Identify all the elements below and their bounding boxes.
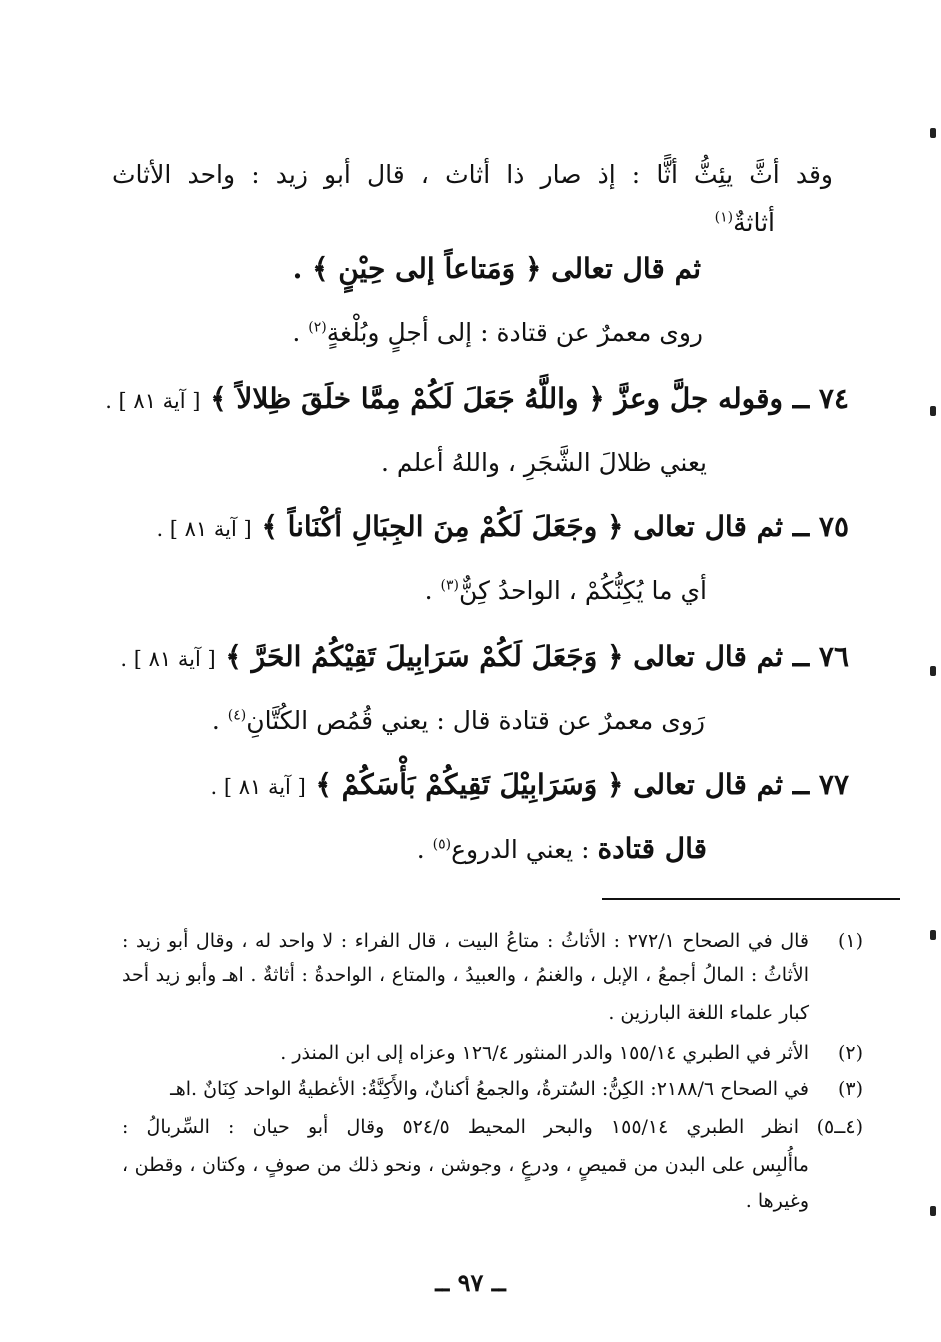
scan-edge-mark (930, 1206, 936, 1216)
footnote-marker-1[interactable]: (١) (714, 209, 734, 226)
footnote-4-line-2: ماأُلبِس على البدن من قميصٍ ، ودرعٍ ، وجوشن ، ونحو ذلك من صوفٍ ، وكتان ، وقطن ، (122, 1154, 809, 1176)
verse-heading-75 (156, 510, 849, 544)
verse-reference: [ آية ٨١ ] . (210, 775, 306, 799)
scan-edge-mark (930, 666, 936, 676)
verse-reference: [ آية ٨١ ] . (105, 389, 201, 413)
quran-verse: وَسَرَابِيْلَ تَقِيكُمْ بَأْسَكُمْ (341, 768, 598, 801)
verse-reference: [ آية ٨١ ] . (120, 647, 216, 671)
heading-intro: ٧٤ ــ وقوله جلَّ وعزَّ ﴿ (588, 382, 849, 415)
footnote-1-number: (١) (837, 930, 863, 952)
footnote-marker-2[interactable]: (٢) (308, 319, 327, 336)
text-line-8 (425, 576, 707, 606)
footnote-separator (602, 898, 900, 900)
scan-edge-mark (930, 930, 936, 940)
text-line-2 (715, 208, 775, 238)
text-line-10 (212, 706, 705, 736)
text-line-1 (112, 160, 833, 190)
line-8-end: . (424, 576, 441, 605)
verse-reference: [ آية ٨١ ] . (156, 517, 252, 541)
footnote-3-line-1: في الصحاح ٢١٨٨/٦: الكِنُّ: السُترةُ، والجمعُ أكنانٌ، والأَكِنَّةُ: الأغطيةُ الواحد كِنَانٌ .اهـ (170, 1078, 809, 1100)
line-10-text: رَوى معمرٌ عن قتادة قال : يعني قُمُص الكُتَّانِ (246, 706, 705, 735)
line-4-end: . (292, 318, 309, 347)
line-2-text: أثاثةٌ (733, 208, 775, 237)
scan-edge-mark (930, 406, 936, 416)
footnote-2-line-1: الأثر في الطبري ١٥٥/١٤ والدر المنثور ١٢٦/٤ وعزاه إلى ابن المنذر . (280, 1042, 809, 1064)
line-6-text: يعني ظلالَ الشَّجَرِ ، واللهُ أعلم . (381, 448, 707, 477)
verse-heading-1 (293, 252, 701, 286)
heading-close: ﴾ . (292, 252, 329, 285)
footnote-marker-3[interactable]: (٣) (440, 577, 459, 594)
line-12-text: : يعني الدروع (451, 835, 598, 864)
footnote-1-line-2: الأثاثُ : المالُ أجمعُ ، الإبل ، والغنمُ ، والعبيدُ ، والمتاع ، الواحدةُ : أثاثةٌ . اهـ وأبو زيد أحد (122, 964, 809, 986)
heading-intro: ثم قال تعالى ﴿ (524, 252, 701, 285)
footnote-marker-4[interactable]: (٤) (227, 707, 247, 724)
verse-heading-74 (105, 382, 849, 416)
heading-close: ﴾ (315, 768, 332, 801)
footnote-4-line-1: انظر الطبري ١٥٥/١٤ والبحر المحيط ٥٢٤/٥ وقال أبو حيان : السِّربالُ : (122, 1116, 799, 1138)
footnote-marker-5[interactable]: (٥) (432, 836, 452, 853)
page-number: ــ ٩٧ ــ (435, 1268, 506, 1297)
quran-verse: واللَّهُ جَعَلَ لَكُمْ مِمَّا خلَقَ ظِلالاً (236, 382, 579, 415)
footnote-3-number: (٣) (837, 1078, 863, 1100)
quran-verse: وَجَعَلَ لَكُمْ سَرَابِيلَ تَقِيْكُمُ الحَرَّ (251, 640, 598, 673)
footnote-1-line-1: قال في الصحاح ٢٧٢/١ : الأثاثُ : متاعُ البيت ، قال الفراء : لا واحد له ، وقال أبو زيد : (122, 930, 809, 952)
footnote-4-line-3: وغيرها . (745, 1190, 809, 1212)
verse-heading-76 (120, 640, 849, 674)
line-10-end: . (211, 706, 228, 735)
scan-edge-mark (930, 128, 936, 138)
heading-intro: ٧٥ ــ ثم قال تعالى ﴿ (606, 510, 849, 543)
heading-close: ﴾ (225, 640, 242, 673)
footnote-4-number: (٤ــ٥) (816, 1116, 863, 1138)
verse-heading-77 (211, 768, 850, 802)
quran-verse: وَمَتاعاً إلى حِيْنٍ (338, 252, 516, 285)
line-12-end: . (416, 835, 433, 864)
line-4-text: روى معمرٌ عن قتادة : إلى أجلٍ وبُلْغةٍ (326, 318, 703, 347)
speaker-name: قال قتادة (597, 832, 707, 865)
heading-close: ﴾ (210, 382, 227, 415)
heading-close: ﴾ (261, 510, 278, 543)
heading-intro: ٧٧ ــ ثم قال تعالى ﴿ (606, 768, 849, 801)
text-line-12 (417, 832, 707, 866)
heading-intro: ٧٦ ــ ثم قال تعالى ﴿ (606, 640, 849, 673)
text-line-4 (292, 318, 703, 348)
footnote-2-number: (٢) (837, 1042, 863, 1064)
line-1-text: وقد أثَّ يئِثُّ أثًّا : إذ صار ذا أثاث ، قال أبو زيد : واحد الأثاث (112, 160, 833, 189)
quran-verse: وجَعَلَ لَكُمْ مِنَ الجِبَالِ أكْنَاناً (287, 510, 598, 543)
text-line-6 (381, 448, 707, 478)
line-8-text: أي ما يُكِنُّكُمْ ، الواحدُ كِنٌّ (458, 576, 707, 605)
footnote-1-line-3: كبار علماء اللغة البارزين . (608, 1002, 809, 1024)
